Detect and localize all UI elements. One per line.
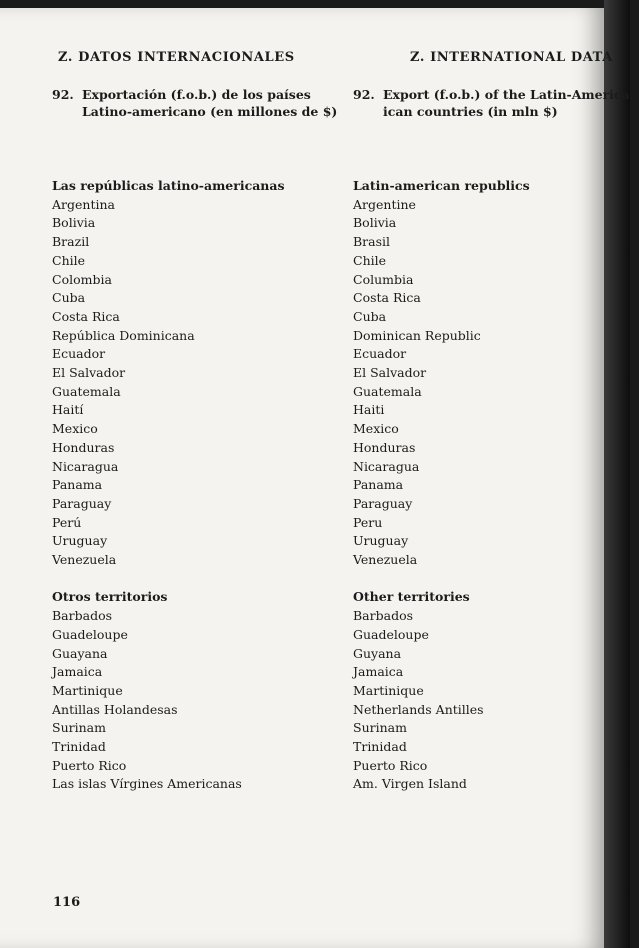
country-name: Haiti [353, 402, 385, 418]
country-name: Martinique [353, 682, 424, 698]
country-name: Guadeloupe [52, 626, 128, 642]
country-name: Barbados [52, 608, 113, 624]
country-name: El Salvador [52, 365, 126, 381]
country-list-spanish [52, 177, 342, 794]
country-name: Brasil [353, 234, 391, 250]
country-name: Costa Rica [52, 308, 120, 324]
country-name: Venezuela [52, 552, 117, 568]
country-name: Cuba [52, 290, 86, 306]
country-name: Nicaragua [52, 458, 119, 474]
country-name: Ecuador [353, 346, 407, 362]
group-heading: Las repúblicas latino-americanas [52, 178, 285, 193]
country-name: Cuba [353, 308, 387, 324]
country-name: Mexico [353, 421, 399, 437]
table-title-line: Exportación (f.o.b.) de los países [82, 87, 311, 102]
country-name: Trinidad [52, 739, 106, 755]
country-name: Colombia [52, 271, 112, 287]
country-name: Uruguay [52, 533, 108, 549]
table-number: 92. [52, 87, 74, 102]
country-name: Las islas Vírgines Americanas [52, 776, 242, 792]
country-name: El Salvador [353, 365, 427, 381]
country-name: Guyana [353, 645, 402, 661]
country-name: Guadeloupe [353, 626, 429, 642]
country-name: Guatemala [52, 383, 121, 399]
country-name: Chile [353, 252, 387, 268]
table-title-line: Export (f.o.b.) of the Latin-American [383, 87, 639, 102]
country-name: Dominican Republic [353, 327, 481, 343]
country-name: Paraguay [353, 495, 413, 511]
country-name: Honduras [353, 439, 416, 455]
section-header-spanish: Z. DATOS INTERNACIONALES [58, 50, 295, 65]
section-header-english: Z. INTERNATIONAL DATA [410, 50, 613, 65]
group-heading: Latin-american republics [353, 178, 530, 193]
country-name: República Dominicana [52, 327, 195, 343]
country-name: Perú [52, 514, 82, 530]
group-heading: Otros territorios [52, 589, 168, 605]
country-name: Haití [52, 402, 84, 418]
group-spacer [353, 570, 603, 589]
country-name: Trinidad [353, 739, 407, 755]
country-name: Bolivia [52, 215, 96, 231]
table-title-line: Latino-americano (en millones de $) [82, 104, 338, 119]
country-name: Honduras [52, 439, 115, 455]
country-list-english [353, 177, 603, 794]
country-name: Costa Rica [353, 290, 421, 306]
page-number: 116 [53, 895, 81, 910]
country-name: Am. Virgen Island [353, 776, 467, 792]
country-name: Brazil [52, 234, 90, 250]
country-name: Martinique [52, 682, 123, 698]
country-name: Puerto Rico [353, 757, 428, 773]
country-name: Panama [353, 477, 404, 493]
country-name: Venezuela [353, 552, 418, 568]
country-name: Jamaica [52, 664, 103, 680]
country-name: Guayana [52, 645, 108, 661]
country-name: Mexico [52, 421, 98, 437]
country-name: Ecuador [52, 346, 106, 362]
country-name: Antillas Holandesas [52, 701, 178, 717]
country-name: Columbia [353, 271, 414, 287]
country-name: Bolivia [353, 215, 397, 231]
country-name: Paraguay [52, 495, 112, 511]
country-name: Peru [353, 514, 383, 530]
group-heading: Other territories [353, 589, 470, 605]
country-name: Jamaica [353, 664, 404, 680]
country-name: Netherlands Antilles [353, 701, 484, 717]
group-spacer [52, 570, 342, 589]
country-name: Argentina [52, 196, 115, 212]
table-title-spanish [52, 86, 338, 120]
country-name: Barbados [353, 608, 414, 624]
table-title-line: ican countries (in mln $) [383, 104, 558, 119]
table-title-english [353, 86, 639, 120]
country-name: Guatemala [353, 383, 422, 399]
country-name: Puerto Rico [52, 757, 127, 773]
country-name: Surinam [353, 720, 407, 736]
country-name: Uruguay [353, 533, 409, 549]
country-name: Nicaragua [353, 458, 420, 474]
country-name: Surinam [52, 720, 106, 736]
table-number: 92. [353, 87, 375, 102]
country-name: Chile [52, 252, 86, 268]
country-name: Panama [52, 477, 103, 493]
country-name: Argentine [353, 196, 416, 212]
page-shadow-edge [604, 0, 630, 948]
